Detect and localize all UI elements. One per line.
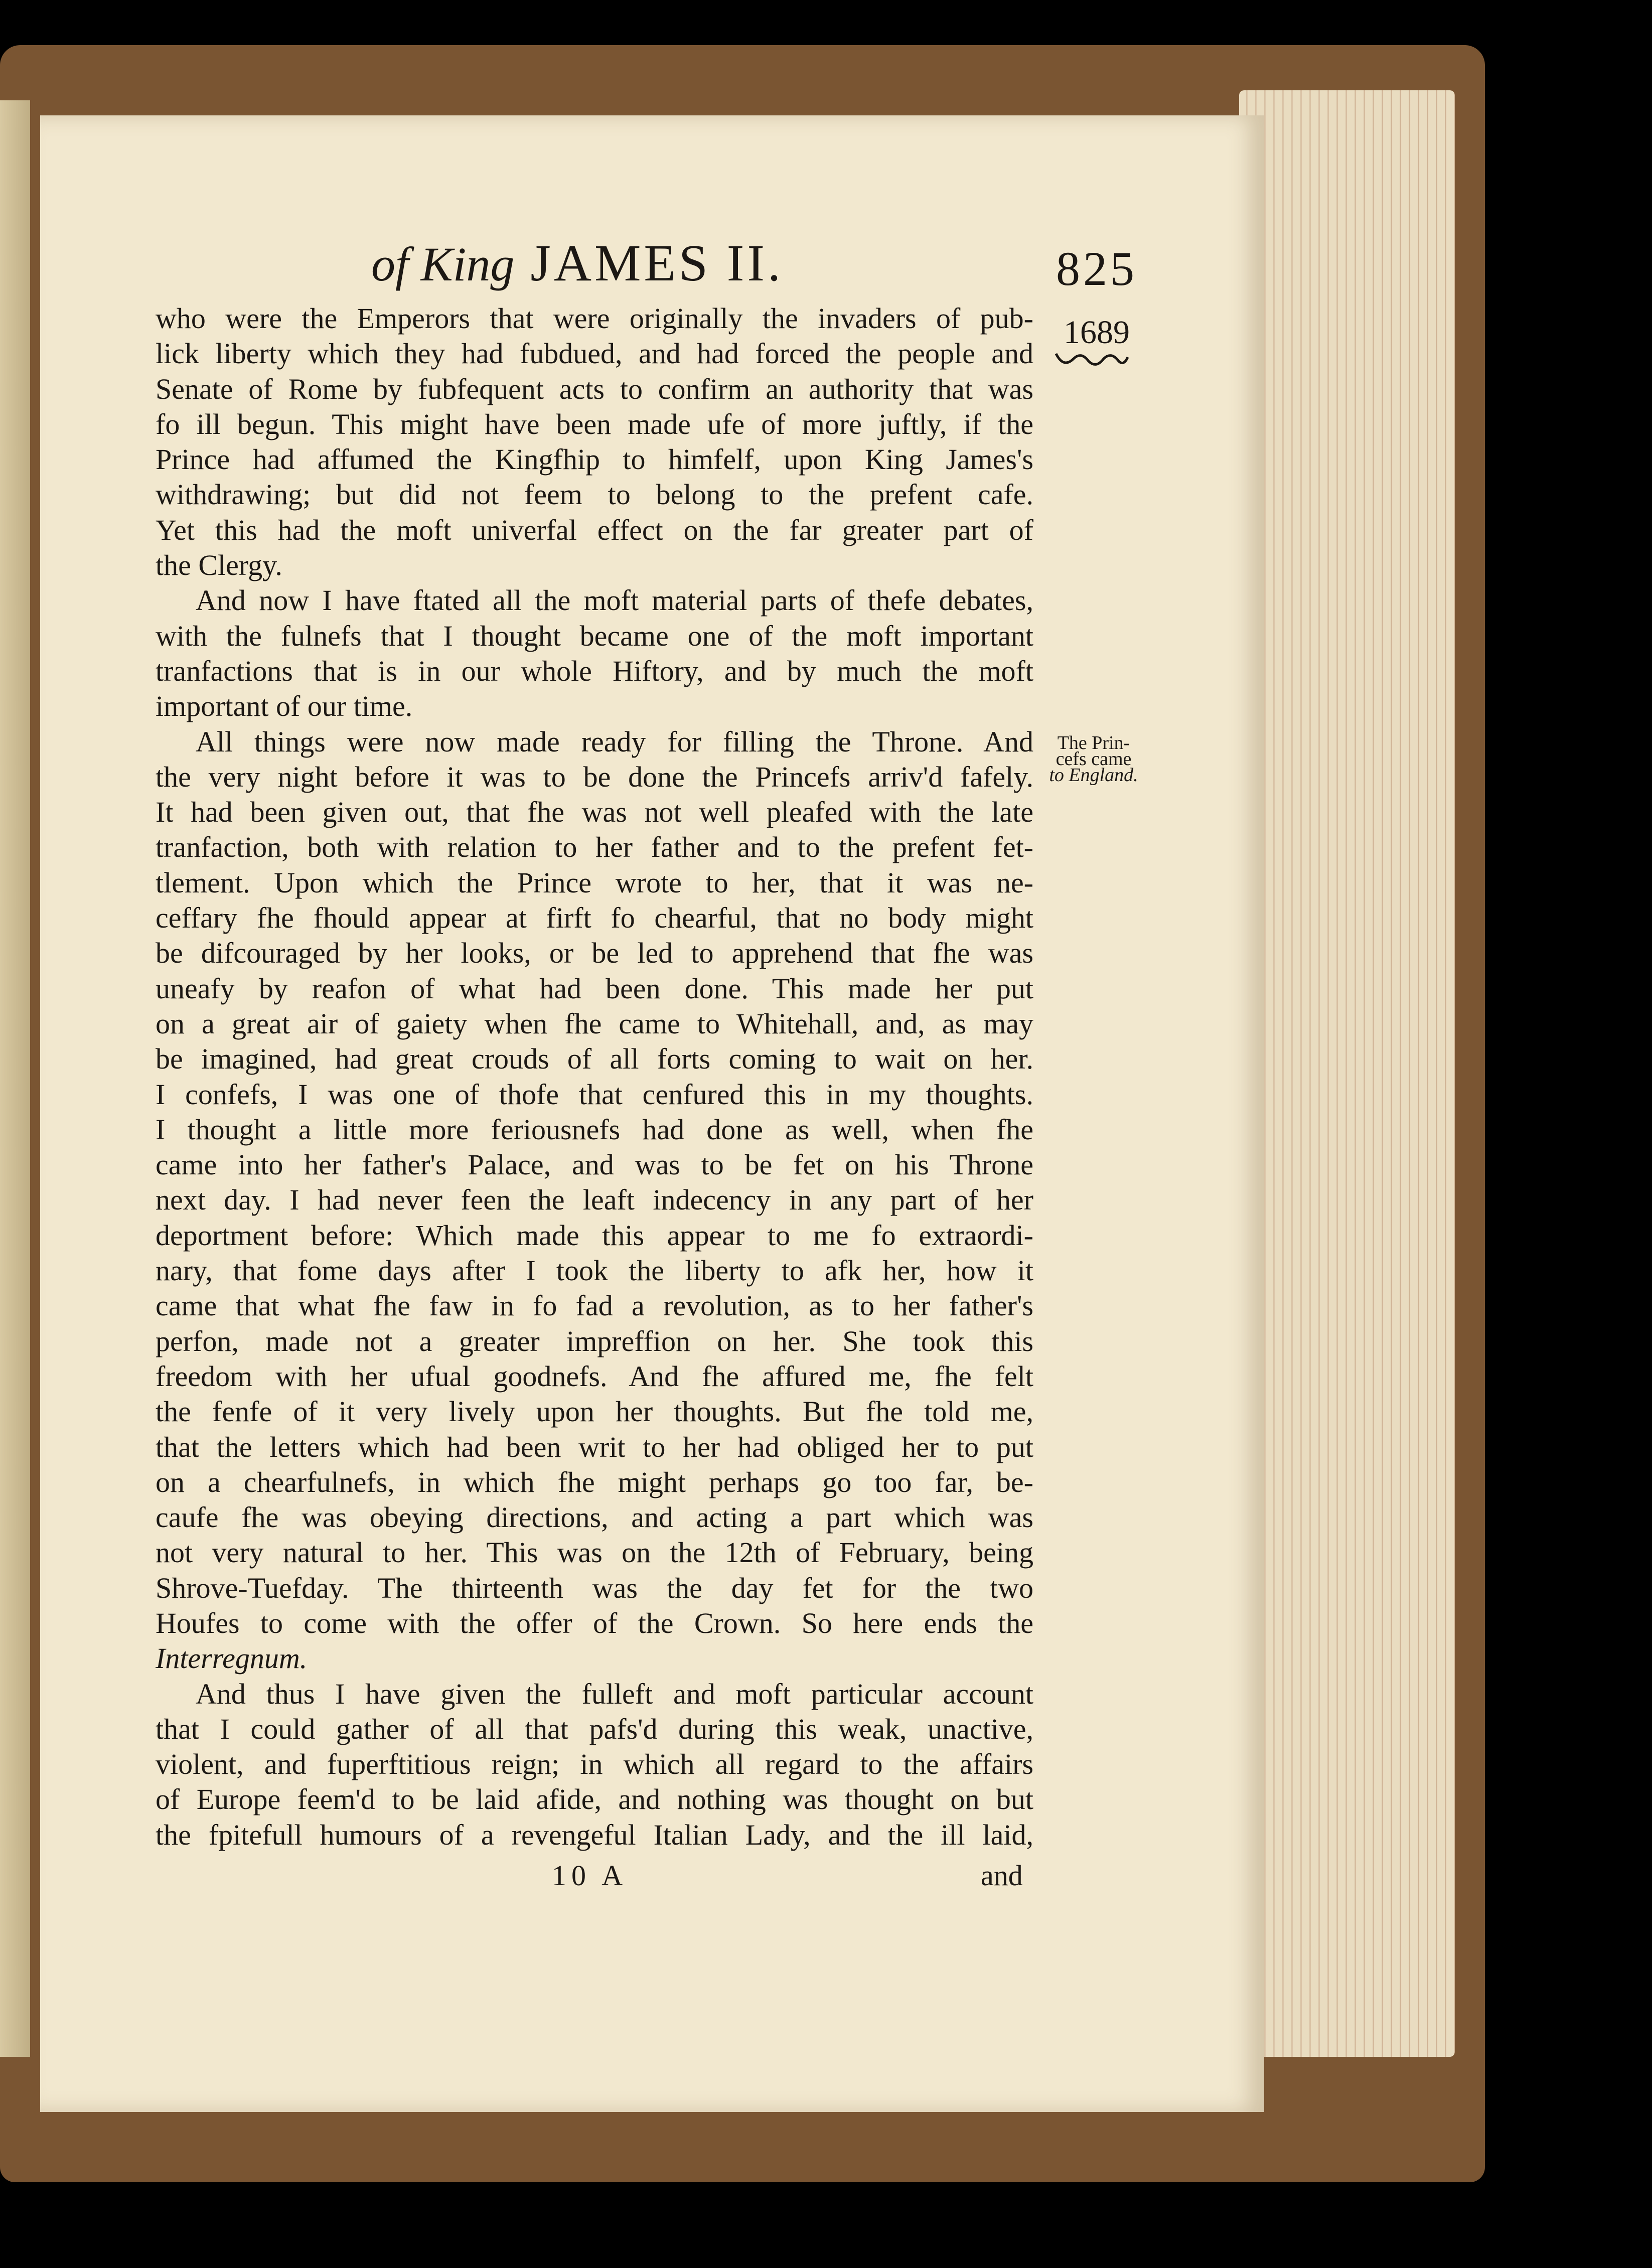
text-line: All things were now made ready for filling the Throne. And bbox=[196, 725, 1033, 758]
text-line: And thus I have given the fulleft and moft particular account bbox=[196, 1677, 1033, 1710]
text-line: that the letters which had been writ to her had obliged her to put bbox=[156, 1430, 1033, 1463]
text-line: tranfactions that is in our whole Hiftory, and by much the moft bbox=[156, 654, 1033, 687]
text-line: on a great air of gaiety when fhe came to Whitehall, and, as may bbox=[156, 1007, 1033, 1040]
page-edges bbox=[1239, 90, 1455, 2057]
left-page-edge bbox=[0, 100, 30, 2057]
text-line: And now I have ftated all the moft material parts of thefe debates, bbox=[196, 584, 1033, 617]
body-text bbox=[156, 301, 1033, 1853]
text-line: be imagined, had great crouds of all forts coming to wait on her. bbox=[156, 1042, 1033, 1076]
text-line: with the fulnefs that I thought became one of the moft important bbox=[156, 619, 1033, 652]
text-line: the Clergy. bbox=[156, 549, 282, 582]
text-line: perfon, made not a greater impreffion on her. She took this bbox=[156, 1324, 1033, 1357]
flourish-ornament bbox=[1054, 346, 1129, 371]
signature-mark: 10 A bbox=[552, 1859, 628, 1892]
text-line: came into her father's Palace, and was to be fet on his Throne bbox=[156, 1148, 1033, 1181]
page-number: 825 bbox=[1056, 242, 1137, 295]
text-line: be difcouraged by her looks, or be led to apprehend that fhe was bbox=[156, 937, 1033, 970]
marginal-note bbox=[1038, 732, 1149, 786]
text-line: the fpitefull humours of a revengeful Italian Lady, and the ill laid, bbox=[156, 1818, 1033, 1851]
marginal-note-line: to England. bbox=[1049, 765, 1138, 786]
text-line: freedom with her ufual goodnefs. And fhe affured me, fhe felt bbox=[156, 1359, 1033, 1393]
text-line: Shrove-Tuefday. The thirteenth was the day fet for the two bbox=[156, 1571, 1033, 1604]
text-line: who were the Emperors that were originally the invaders of pub- bbox=[156, 302, 1033, 335]
text-line: Interregnum. bbox=[156, 1642, 308, 1675]
text-line: tlement. Upon which the Prince wrote to her, that it was ne- bbox=[156, 866, 1033, 899]
text-line: deportment before: Which made this appear to me fo extraordi- bbox=[156, 1219, 1033, 1252]
text-line: I confefs, I was one of thofe that cenfured this in my thoughts. bbox=[156, 1078, 1033, 1111]
text-line: tranfaction, both with relation to her father and to the prefent fet- bbox=[156, 831, 1033, 864]
text-line: Prince had affumed the Kingfhip to himfelf, upon King James's bbox=[156, 443, 1033, 476]
text-line: Senate of Rome by fubfequent acts to confirm an authority that was bbox=[156, 372, 1033, 405]
text-line: fo ill begun. This might have been made ufe of more juftly, if the bbox=[156, 407, 1033, 440]
text-line: on a chearfulnefs, in which fhe might perhaps go too far, be- bbox=[156, 1465, 1033, 1498]
text-line: violent, and fuperftitious reign; in which all regard to the affairs bbox=[156, 1748, 1033, 1781]
text-line: the fenfe of it very lively upon her thoughts. But fhe told me, bbox=[156, 1395, 1033, 1428]
text-line: the very night before it was to be done the Princefs arriv'd fafely. bbox=[156, 760, 1033, 793]
text-line: lick liberty which they had fubdued, and had forced the people and bbox=[156, 337, 1033, 370]
text-line: Houfes to come with the offer of the Crown. So here ends the bbox=[156, 1606, 1033, 1639]
catchword: and bbox=[981, 1859, 1023, 1892]
text-line: Yet this had the moft univerfal effect on the far greater part of bbox=[156, 513, 1033, 546]
text-line: not very natural to her. This was on the 12th of February, being bbox=[156, 1536, 1033, 1569]
text-line: nary, that fome days after I took the liberty to afk her, how it bbox=[156, 1254, 1033, 1287]
text-line: I thought a little more feriousnefs had done as well, when fhe bbox=[156, 1113, 1033, 1146]
running-head-title: JAMES II. bbox=[530, 234, 784, 292]
running-head-prefix: of King bbox=[371, 237, 515, 291]
text-line: uneafy by reafon of what had been done. This made her put bbox=[156, 972, 1033, 1005]
margin-year: 1689 bbox=[1064, 314, 1130, 351]
running-head bbox=[371, 233, 784, 293]
text-line: came that what fhe faw in fo fad a revolution, as to her father's bbox=[156, 1289, 1033, 1322]
text-line: ceffary fhe fhould appear at firft fo chearful, that no body might bbox=[156, 901, 1033, 935]
text-line: caufe fhe was obeying directions, and acting a part which was bbox=[156, 1501, 1033, 1534]
marginal-note-line: cefs came bbox=[1056, 748, 1132, 770]
text-line: It had been given out, that fhe was not well pleafed with the late bbox=[156, 796, 1033, 829]
text-line: next day. I had never feen the leaft indecency in any part of her bbox=[156, 1183, 1033, 1217]
text-line: important of our time. bbox=[156, 690, 413, 723]
text-line: that I could gather of all that pafs'd during this weak, unactive, bbox=[156, 1712, 1033, 1745]
text-line: withdrawing; but did not feem to belong to the prefent cafe. bbox=[156, 478, 1033, 511]
text-line: of Europe feem'd to be laid afide, and nothing was thought on but bbox=[156, 1783, 1033, 1816]
marginal-note-line: The Prin- bbox=[1057, 732, 1130, 753]
